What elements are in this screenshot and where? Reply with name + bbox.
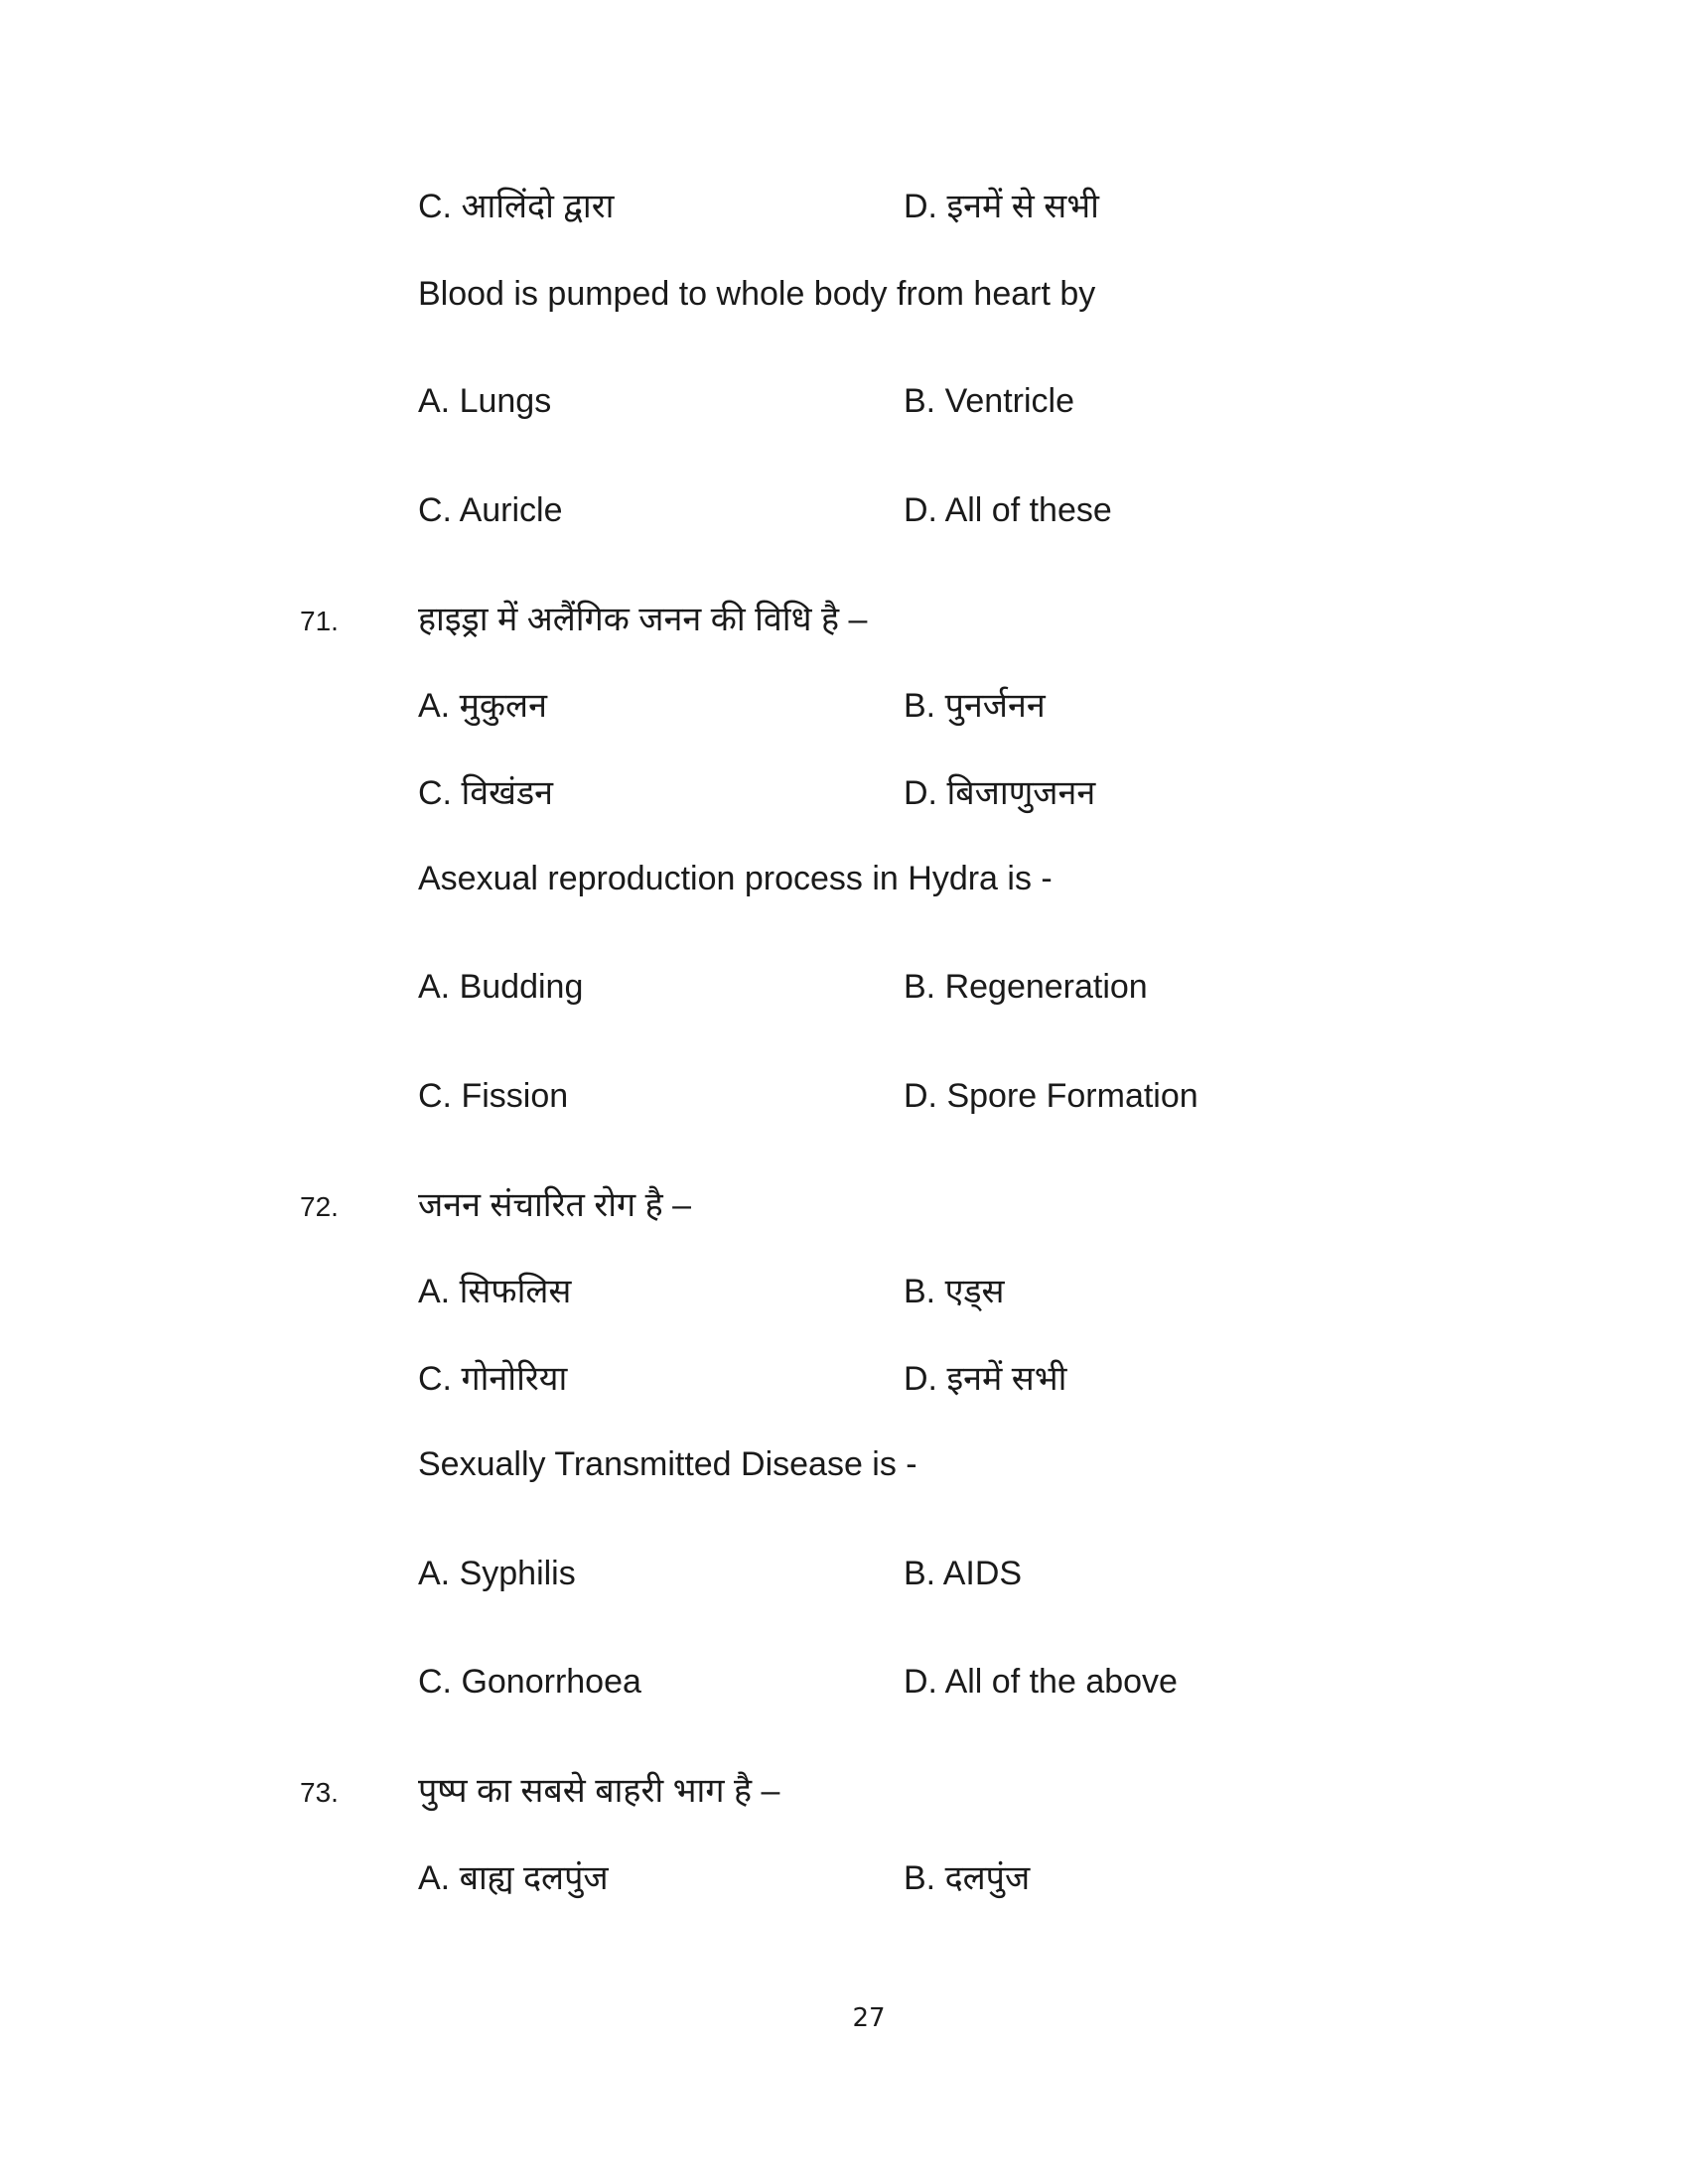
q72-hi-option-d: D. इनमें सभी [904, 1360, 1067, 1398]
q70-en-option-c: C. Auricle [418, 491, 563, 529]
q72-en-option-b: B. AIDS [904, 1555, 1023, 1592]
q73-hi-option-a: A. बाह्य दलपुंज [418, 1859, 609, 1897]
q71-en-question: Asexual reproduction process in Hydra is - [418, 860, 1053, 897]
q70-hi-option-d: D. इनमें से सभी [904, 188, 1099, 225]
q72-en-option-c: C. Gonorrhoea [418, 1663, 641, 1701]
q70-en-option-b: B. Ventricle [904, 382, 1074, 420]
q72-hi-option-c: C. गोनोरिया [418, 1360, 568, 1398]
q71-en-option-c: C. Fission [418, 1077, 569, 1115]
q70-hi-option-c: C. आलिंदो द्वारा [418, 188, 615, 225]
q71-hi-option-d: D. बिजाणुजनन [904, 774, 1096, 812]
q71-en-option-b: B. Regeneration [904, 968, 1148, 1006]
q73-hi-question: पुष्प का सबसे बाहरी भाग है – [418, 1772, 780, 1810]
q72-hi-option-b: B. एड्स [904, 1273, 1005, 1310]
q71-number: 71. [300, 606, 339, 636]
q72-en-option-d: D. All of the above [904, 1663, 1178, 1701]
q72-hi-option-a: A. सिफलिस [418, 1273, 572, 1310]
q71-hi-question: हाइड्रा में अलैंगिक जनन की विधि है – [418, 601, 868, 638]
q72-en-option-a: A. Syphilis [418, 1555, 576, 1592]
q72-hi-question: जनन संचारित रोग है – [418, 1186, 692, 1224]
page-number: 27 [852, 2003, 886, 2033]
q70-en-question: Blood is pumped to whole body from heart by [418, 275, 1096, 313]
q71-hi-option-b: B. पुनर्जनन [904, 687, 1046, 725]
q72-en-question: Sexually Transmitted Disease is - [418, 1445, 917, 1483]
q71-hi-option-a: A. मुकुलन [418, 687, 547, 725]
q70-en-option-d: D. All of these [904, 491, 1112, 529]
q72-number: 72. [300, 1191, 339, 1222]
q73-hi-option-b: B. दलपुंज [904, 1859, 1031, 1897]
q71-hi-option-c: C. विखंडन [418, 774, 554, 812]
q71-en-option-d: D. Spore Formation [904, 1077, 1198, 1115]
q70-en-option-a: A. Lungs [418, 382, 552, 420]
q73-number: 73. [300, 1777, 339, 1808]
q71-en-option-a: A. Budding [418, 968, 584, 1006]
